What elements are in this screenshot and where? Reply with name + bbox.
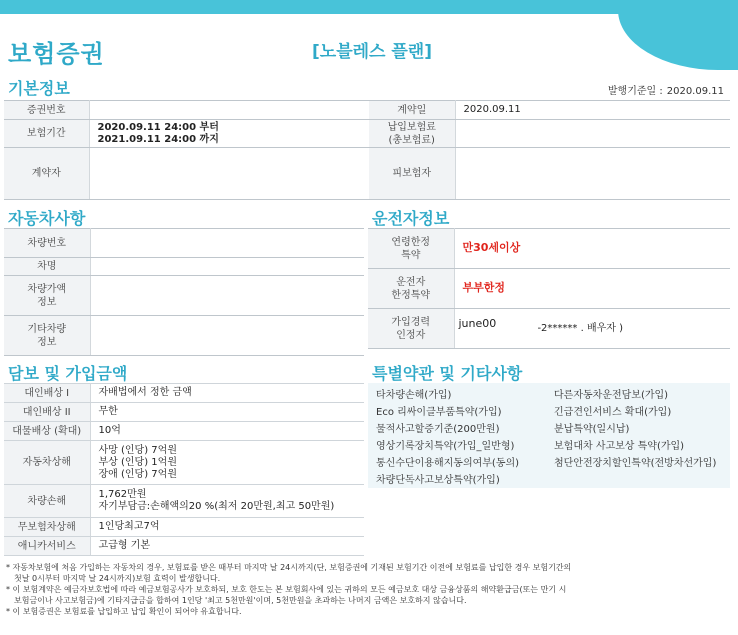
coverage-value-line: 부상 (인당) 1억원	[98, 456, 177, 468]
driver-scope-label-line1: 운전자	[396, 276, 426, 288]
table-row	[4, 403, 364, 422]
list-item: 차량단독사고보상특약(가입)	[376, 475, 500, 486]
career-value-rel: -2****** . 배우자 )	[537, 323, 624, 334]
issue-date-line	[608, 82, 724, 97]
driver-scope-text: 부부한정	[462, 281, 506, 294]
contract-date-label: 계약일	[369, 101, 455, 120]
footnotes	[6, 562, 732, 617]
issue-date-value: 2020.09.11	[666, 86, 724, 97]
age-limit-label-line2: 특약	[401, 249, 421, 261]
coverage-value-line: 장애 (인당) 7억원	[98, 468, 177, 480]
coverage-value	[90, 441, 364, 485]
footnote: * 자동차보험에 처음 가입하는 자동차의 경우, 보험료를 받은 때부터 마지막 날 24시까지(단, 보험증권에 기재된 보험기간 이전에 보험료를 납입한 경우 보험기간의	[6, 563, 572, 572]
driver-scope-label-line2: 한정특약	[391, 289, 431, 301]
plan-name: [노블레스 플랜]	[312, 42, 432, 62]
policy-no-label: 증권번호	[4, 101, 89, 120]
career-label	[368, 309, 454, 349]
coverage-value	[90, 485, 364, 518]
coverage-value: 10억	[90, 422, 364, 441]
age-limit-value	[454, 229, 730, 269]
coverage-value-line: 자기부담금:손해액의20 %(최저 20만원,최고 50만원)	[98, 501, 335, 512]
coverage-table	[4, 383, 364, 556]
special-clauses-title: 특별약관 및 기타사항	[372, 364, 523, 383]
special-clauses-box	[368, 383, 730, 488]
list-item: 다른자동차운전담보(가입)	[554, 390, 669, 401]
coverage-value: 무한	[90, 403, 364, 422]
coverage-label: 자동차상해	[4, 441, 90, 485]
list-item: 긴급견인서비스 확대(가입)	[554, 407, 672, 418]
period-label: 보험기간	[4, 120, 89, 148]
policyholder-value	[89, 148, 369, 200]
footnote: 첫날 0시부터 마지막 날 24시까지)보험 효력이 발생합니다.	[14, 574, 221, 583]
issue-date-label: 발행기준일 :	[607, 86, 663, 97]
driver-scope-label	[368, 269, 454, 309]
car-value-label-line2: 정보	[37, 296, 57, 308]
age-limit-label-line1: 연령한정	[391, 236, 431, 248]
car-model-label: 차명	[4, 258, 90, 276]
policy-no-value	[89, 101, 369, 120]
table-row	[4, 485, 364, 518]
list-item: 첨단안전장치할인특약(전방차선가입)	[554, 458, 717, 469]
period-to: 2021.09.11 24:00 까지	[97, 133, 219, 145]
other-car-label	[4, 316, 90, 356]
coverage-label: 차량손해	[4, 485, 90, 518]
list-item: 영상기록장치특약(가입_일반형)	[376, 441, 515, 452]
coverage-value: 자배법에서 정한 금액	[90, 384, 364, 403]
car-plate-value	[90, 229, 364, 258]
career-value	[454, 309, 730, 349]
career-label-line2: 인정자	[396, 329, 426, 341]
car-info-title: 자동차사항	[8, 209, 86, 228]
career-label-line1: 가입경력	[391, 316, 431, 328]
driver-scope-value	[454, 269, 730, 309]
premium-label-line2: (총보험료)	[388, 134, 435, 146]
career-value-name: june00	[458, 317, 497, 330]
document-title: 보험증권	[8, 40, 105, 68]
period-from: 2020.09.11 24:00 부터	[97, 121, 219, 133]
coverage-label: 대물배상 (확대)	[4, 422, 90, 441]
coverage-label: 대인배상 II	[4, 403, 90, 422]
premium-label-line1: 납입보험료	[387, 121, 436, 133]
premium-value	[455, 120, 730, 148]
footnote: * 이 보험계약은 예금자보호법에 따라 예금보험공사가 보호하되, 보호 한도는 본 보험회사에 있는 귀하의 모든 예금보호 대상 금융상품의 해약환급금(또는 만기 시	[6, 585, 567, 594]
footnote: 보험금이나 사고보험금)에 기타지급금을 합하여 1인당 '최고 5천만원'이며, 5천만원을 초과하는 나머지 금액은 보호하지 않습니다.	[14, 596, 467, 605]
list-item: 보험대차 사고보상 특약(가입)	[554, 441, 685, 452]
contract-date-value: 2020.09.11	[455, 101, 730, 120]
basic-info-table	[4, 100, 730, 200]
coverage-value-line: 사망 (인당) 7억원	[98, 444, 177, 456]
insured-label: 피보험자	[369, 148, 455, 200]
basic-info-title: 기본정보	[8, 79, 70, 98]
age-limit-label	[368, 229, 454, 269]
coverage-title: 담보 및 가입금액	[8, 364, 128, 383]
other-car-label-line2: 정보	[37, 336, 57, 348]
driver-info-title: 운전자정보	[372, 209, 450, 228]
policyholder-label: 계약자	[4, 148, 89, 200]
coverage-value: 1인당최고7억	[90, 518, 364, 537]
premium-label	[369, 120, 455, 148]
header-curve-decoration	[618, 0, 738, 70]
table-row	[4, 441, 364, 485]
table-row	[4, 518, 364, 537]
coverage-value-line: 1,762만원	[98, 489, 147, 500]
other-car-label-line1: 기타차량	[27, 323, 67, 335]
coverage-value: 고급형 기본	[90, 537, 364, 556]
car-value-value	[90, 276, 364, 316]
car-value-label-line1: 차량가액	[27, 283, 67, 295]
car-plate-label: 차량번호	[4, 229, 90, 258]
footnote: * 이 보험증권은 보험료를 납입하고 납입 확인이 되어야 유효합니다.	[6, 607, 242, 616]
period-value	[89, 120, 369, 148]
other-car-value	[90, 316, 364, 356]
list-item: Eco 리싸이클부품특약(가입)	[376, 407, 502, 418]
car-model-value	[90, 258, 364, 276]
table-row	[4, 537, 364, 556]
coverage-label: 무보험차상해	[4, 518, 90, 537]
list-item: 분납특약(일시납)	[554, 424, 630, 435]
age-limit-text: 만30세이상	[462, 241, 521, 254]
list-item: 통신수단이용해지동의여부(동의)	[376, 458, 520, 469]
list-item: 물적사고할증기준(200만원)	[376, 424, 500, 435]
coverage-label: 애니카서비스	[4, 537, 90, 556]
driver-info-table	[368, 228, 730, 349]
coverage-label: 대인배상 I	[4, 384, 90, 403]
table-row	[4, 422, 364, 441]
list-item: 타차량손해(가입)	[376, 390, 452, 401]
insured-value	[455, 148, 730, 200]
car-value-label	[4, 276, 90, 316]
table-row	[4, 384, 364, 403]
car-info-table	[4, 228, 364, 356]
